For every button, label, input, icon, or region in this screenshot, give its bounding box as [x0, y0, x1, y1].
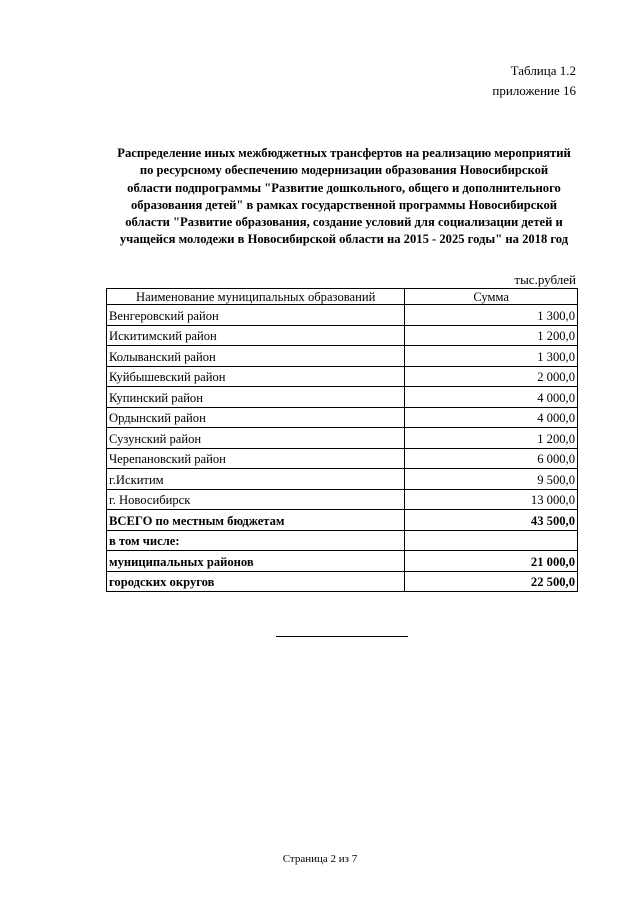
table-number: Таблица 1.2	[510, 63, 576, 78]
row-sum: 6 000,0	[405, 448, 578, 469]
units-label: тыс.рублей	[514, 272, 576, 287]
separator-line	[276, 636, 408, 637]
including-label: в том числе:	[107, 530, 405, 551]
table-row	[107, 469, 578, 490]
table-row	[107, 325, 578, 346]
row-sum: 1 200,0	[405, 428, 578, 449]
including-sum	[405, 530, 578, 551]
row-name: Искитимский район	[107, 325, 405, 346]
table-row	[107, 407, 578, 428]
total-row	[107, 510, 578, 531]
row-sum: 4 000,0	[405, 387, 578, 408]
row-name: г.Искитим	[107, 469, 405, 490]
annex-number: приложение 16	[492, 83, 576, 98]
row-name: Сузунский район	[107, 428, 405, 449]
breakdown-row	[107, 571, 578, 592]
row-sum: 2 000,0	[405, 366, 578, 387]
row-sum: 13 000,0	[405, 489, 578, 510]
breakdown-sum: 22 500,0	[405, 571, 578, 592]
including-row	[107, 530, 578, 551]
table-row	[107, 448, 578, 469]
allocation-table	[106, 288, 578, 592]
table-row	[107, 305, 578, 326]
breakdown-name: городских округов	[107, 571, 405, 592]
row-sum: 9 500,0	[405, 469, 578, 490]
table-header-row	[107, 289, 578, 305]
row-name: Черепановский район	[107, 448, 405, 469]
row-name: Куйбышевский район	[107, 366, 405, 387]
document-title	[104, 145, 584, 249]
total-name: ВСЕГО по местным бюджетам	[107, 510, 405, 531]
title-line: области подпрограммы "Развитие дошкольного, общего и дополнительного	[127, 180, 561, 195]
breakdown-sum: 21 000,0	[405, 551, 578, 572]
table-row	[107, 428, 578, 449]
row-sum: 4 000,0	[405, 407, 578, 428]
breakdown-row	[107, 551, 578, 572]
row-sum: 1 300,0	[405, 346, 578, 367]
row-name: Ордынский район	[107, 407, 405, 428]
column-header-name: Наименование муниципальных образований	[107, 289, 405, 305]
row-name: Колыванский район	[107, 346, 405, 367]
title-line: по ресурсному обеспечению модернизации образования Новосибирской	[139, 163, 549, 178]
title-line: области "Развитие образования, создание условий для социализации детей и	[125, 215, 563, 230]
column-header-sum: Сумма	[405, 289, 578, 305]
title-line: образования детей" в рамках государственной программы Новосибирской	[130, 197, 558, 212]
row-name: Венгеровский район	[107, 305, 405, 326]
page-number: Страница 2 из 7	[282, 853, 358, 865]
table-row	[107, 387, 578, 408]
row-name: Купинский район	[107, 387, 405, 408]
table-row	[107, 346, 578, 367]
row-name: г. Новосибирск	[107, 489, 405, 510]
title-line: Распределение иных межбюджетных трансфертов на реализацию мероприятий	[117, 146, 571, 160]
breakdown-name: муниципальных районов	[107, 551, 405, 572]
table-row	[107, 366, 578, 387]
row-sum: 1 200,0	[405, 325, 578, 346]
table-row	[107, 489, 578, 510]
total-sum: 43 500,0	[405, 510, 578, 531]
row-sum: 1 300,0	[405, 305, 578, 326]
title-line: учащейся молодежи в Новосибирской области на 2015 - 2025 годы" на 2018 год	[119, 232, 569, 247]
